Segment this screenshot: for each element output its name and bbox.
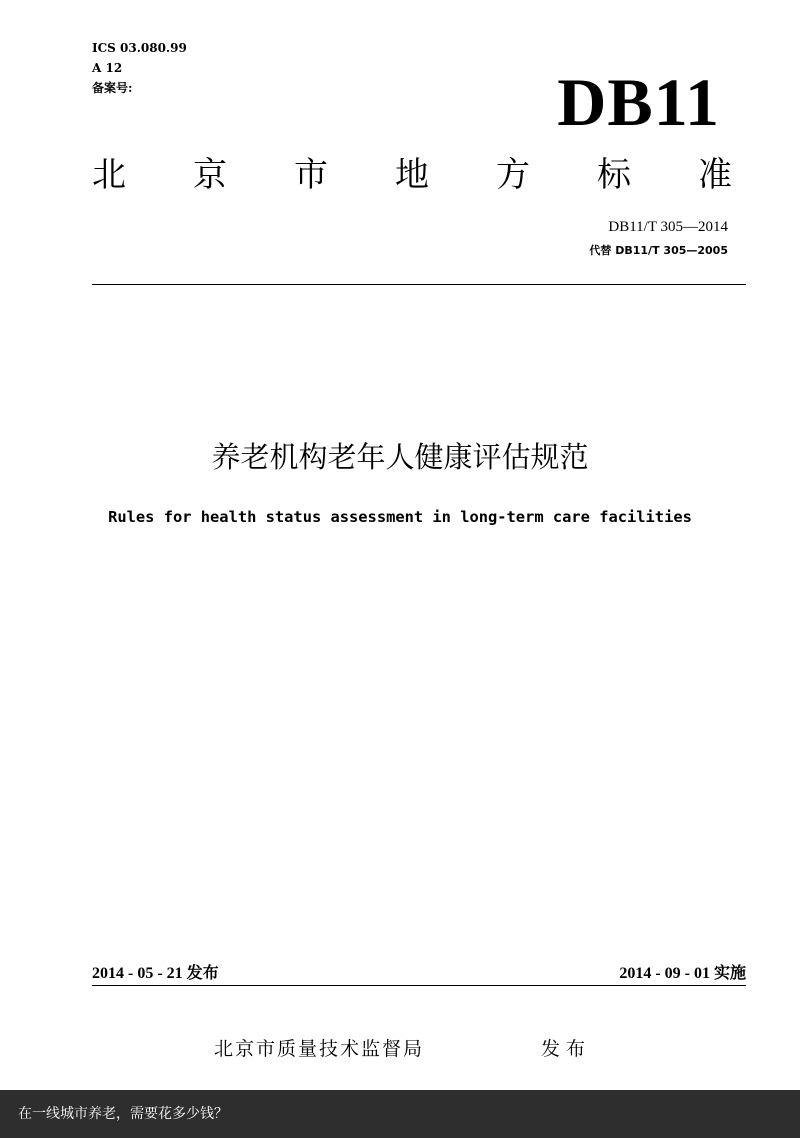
publish-label: 发布 [541,1038,592,1060]
top-divider [92,284,746,285]
db11-logo: DB11 [557,64,720,140]
org-title-char: 地 [395,155,429,195]
org-title-char: 标 [597,155,631,195]
org-title-char: 市 [294,155,328,195]
implementation-date: 2014 - 09 - 01 实施 [619,965,746,982]
org-title-char: 京 [193,155,227,195]
caption-text: 在一线城市养老，需要花多少钱？ [18,1106,228,1122]
caption-bar [0,1090,800,1138]
org-title-char: 方 [496,155,530,195]
document-title-cn: 养老机构老年人健康评估规范 [211,440,589,474]
replaces-standard: 代替 DB11/T 305—2005 [589,244,728,257]
category-code: A 12 [92,61,123,75]
document-meta [92,38,187,98]
org-title-char: 北 [92,155,126,195]
ics-code: ICS 03.080.99 [92,41,187,55]
bottom-divider [92,985,746,986]
org-title [92,150,732,200]
record-number-label: 备案号: [92,81,133,95]
standard-code: DB11/T 305—2014 [608,219,728,235]
org-title-char: 准 [698,155,732,195]
issue-date: 2014 - 05 - 21 发布 [92,965,219,982]
publisher-name: 北京市质量技术监督局 [214,1038,425,1060]
document-title-en: Rules for health status assessment in long-term care facilities [108,508,692,526]
